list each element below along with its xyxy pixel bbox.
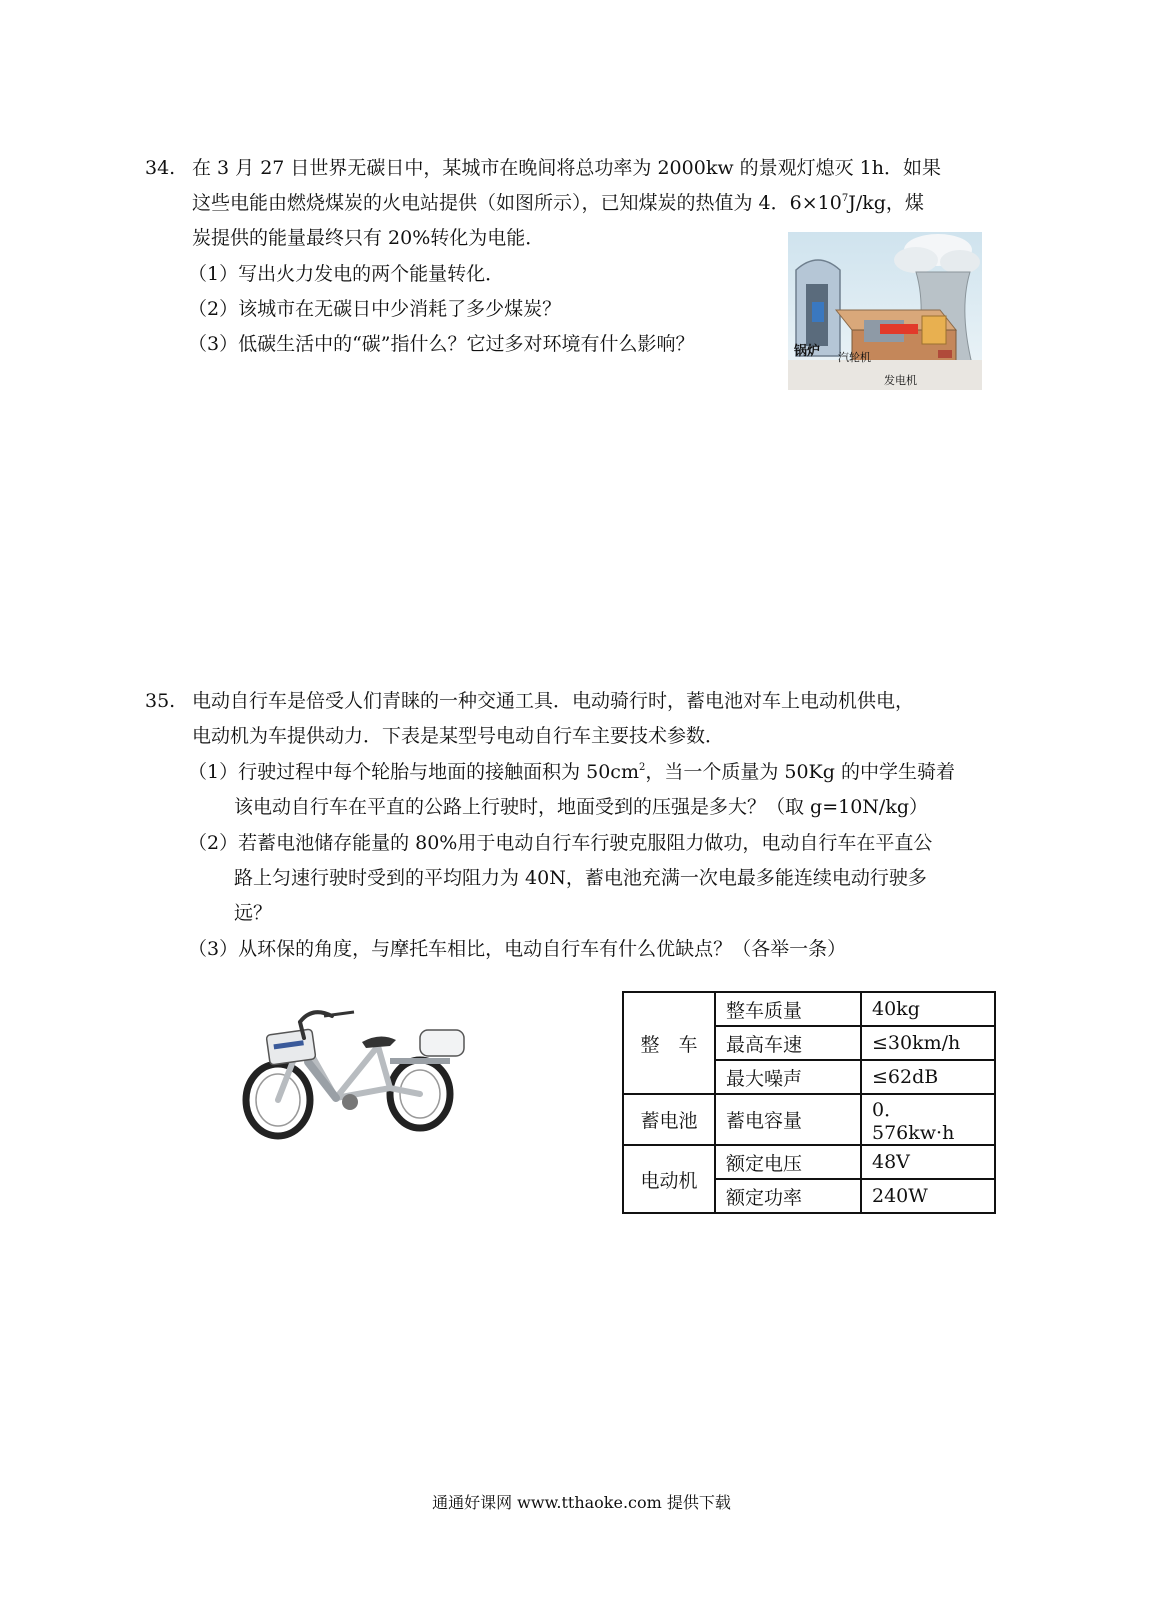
table-row [623,1145,995,1179]
question-34-number: 34. [145,157,176,179]
boiler-label: 锅炉 [794,344,821,359]
q34-sub-1: （1）写出火力发电的两个能量转化． [188,263,505,285]
q34-sub-2: （2）该城市在无碳日中少消耗了多少煤炭？ [188,298,562,320]
q35-sub-2-line-1: （2）若蓄电池储存能量的 80%用于电动自行车行驶克服阻力做功，电动自行车在平直公 [188,832,933,854]
q34-line-2 [192,191,924,215]
q35-exponent: 2 [638,762,646,773]
q35-sub-1-text: （1）行驶过程中每个轮胎与地面的接触面积为 50cm [188,761,639,783]
turbine-label: 汽轮机 [838,351,871,364]
param-name: 最大噪声 [715,1060,861,1094]
q34-exponent: 7 [841,193,849,204]
param-value: 240W [861,1179,995,1213]
param-value: ≤30km/h [861,1026,995,1060]
q35-sub-1-line-2: 该电动自行车在平直的公路上行驶时，地面受到的压强是多大？（取 g=10N/kg） [234,796,929,818]
q34-line-1: 在 3 月 27 日世界无碳日中，某城市在晚间将总功率为 2000kw 的景观灯熄灭 1h．如果 [192,157,941,179]
param-value: ≤62dB [861,1060,995,1094]
tech-parameter-table [622,991,996,1214]
param-value: 40kg [861,992,995,1026]
q35-line-2: 电动机为车提供动力．下表是某型号电动自行车主要技术参数． [192,725,725,747]
param-name: 蓄电容量 [715,1094,861,1145]
param-name: 最高车速 [715,1026,861,1060]
generator-label: 发电机 [884,374,917,387]
q35-sub-2-line-3: 远？ [234,902,273,924]
q34-line-3: 炭提供的能量最终只有 20%转化为电能． [192,227,545,249]
group-vehicle: 整 车 [623,992,715,1094]
q35-sub-1-line-1 [188,760,955,784]
q34-sub-3: （3）低碳生活中的“碳”指什么？它过多对环境有什么影响？ [188,333,695,355]
q35-sub-3: （3）从环保的角度，与摩托车相比，电动自行车有什么优缺点？（各举一条） [188,938,847,960]
power-station-figure [788,232,982,390]
param-name: 额定电压 [715,1145,861,1179]
param-name: 额定功率 [715,1179,861,1213]
q35-sub-2-line-2: 路上匀速行驶时受到的平均阻力为 40N，蓄电池充满一次电最多能连续电动行驶多 [234,867,927,889]
q34-line-2-unit: J/kg，煤 [848,192,924,214]
q35-sub-1-rest: ，当一个质量为 50Kg 的中学生骑着 [645,761,955,783]
electric-bicycle-illustration [240,1002,484,1142]
table-row [623,992,995,1026]
page-footer: 通通好课网 www.tthaoke.com 提供下载 [432,1493,731,1512]
electric-bicycle-figure [240,1002,484,1142]
table-row [623,1094,995,1145]
param-value: 0．576kw·h [861,1094,995,1145]
param-value: 48V [861,1145,995,1179]
param-name: 整车质量 [715,992,861,1026]
group-battery: 蓄电池 [623,1094,715,1145]
question-35-number: 35. [145,690,176,712]
q34-line-2-text: 这些电能由燃烧煤炭的火电站提供（如图所示），已知煤炭的热值为 4．6×10 [192,192,842,214]
group-motor: 电动机 [623,1145,715,1213]
q35-line-1: 电动自行车是倍受人们青睐的一种交通工具．电动骑行时，蓄电池对车上电动机供电， [192,690,915,712]
power-station-illustration [788,232,982,390]
